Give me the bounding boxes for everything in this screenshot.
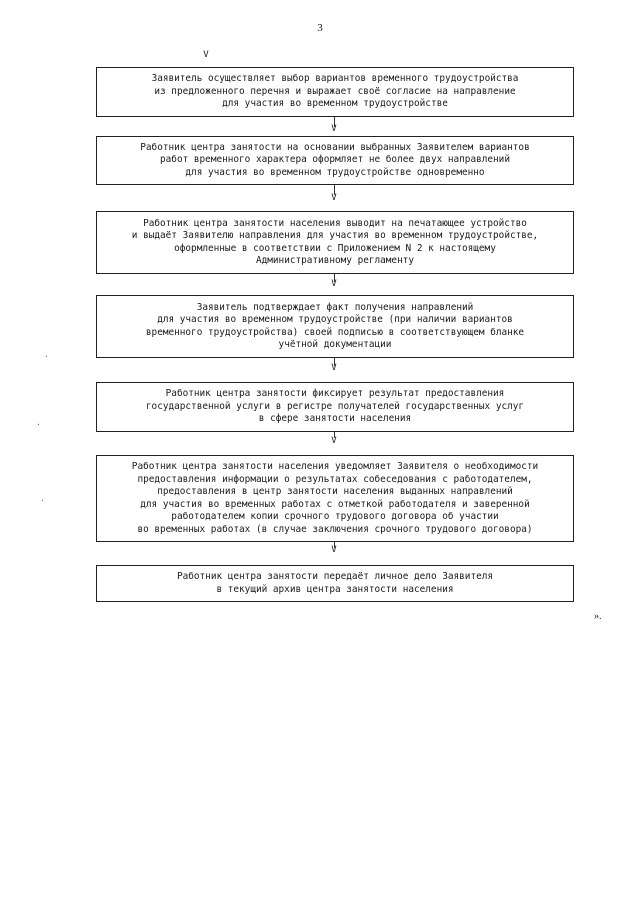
flow-arrow: V	[331, 545, 337, 555]
step-4-box	[96, 295, 574, 358]
closing-quote-mark: ».	[594, 611, 602, 622]
step-1-text: Заявитель осуществляет выбор вариантов временного трудоустройства из предложенного перечня и выражает своё согласие на направление для участия во временном трудоустройстве	[151, 73, 519, 110]
flow-arrow: V	[203, 50, 209, 60]
step-3-box	[96, 211, 574, 274]
step-5-box	[96, 382, 574, 432]
step-1-box	[96, 67, 574, 117]
step-5-text: Работник центра занятости фиксирует результат предоставления государственной услуги в регистре получателей государственных услуг в сфере занятости населения	[145, 388, 525, 425]
scan-speck: ·	[44, 352, 49, 361]
step-6-box	[96, 455, 574, 542]
flow-arrow: V	[331, 193, 337, 203]
step-2-box	[96, 136, 574, 185]
step-6-text: Работник центра занятости населения уведомляет Заявителя о необходимости предоставления информации о результатах собеседования с работодателем, предоставления в центр занятости населения выданных направлений для участия во временных работах с отметкой работодателя и заверенной работодателем копии срочного трудового договора об участии во временных работах (в случае заключения срочного трудового договора)	[131, 461, 539, 535]
step-7-box	[96, 565, 574, 602]
flow-arrow: V	[331, 363, 337, 373]
step-7-text: Работник центра занятости передаёт личное дело Заявителя в текущий архив центра занятости населения	[176, 571, 494, 595]
flow-arrow: V	[331, 436, 337, 446]
step-4-text: Заявитель подтверждает факт получения направлений для участия во временном трудоустройстве (при наличии вариантов временного трудоустройства) своей подписью в соответствующем бланке учётной документации	[145, 301, 525, 350]
flow-arrow: V	[331, 124, 337, 134]
page-number: 3	[317, 22, 323, 34]
step-3-text: Работник центра занятости населения выводит на печатающее устройство и выдаёт Заявителю направления для участия во временном трудоустройстве, оформленные в соответствии с Приложением N 2 к настоящему Административному регламенту	[131, 217, 539, 266]
scan-speck: ·	[36, 420, 41, 429]
step-2-text: Работник центра занятости на основании выбранных Заявителем вариантов работ временного характера оформляет не более двух направлений для участия во временном трудоустройстве одновременно	[140, 141, 530, 178]
flow-arrow: V	[331, 279, 337, 289]
scan-speck: ·	[40, 496, 45, 505]
